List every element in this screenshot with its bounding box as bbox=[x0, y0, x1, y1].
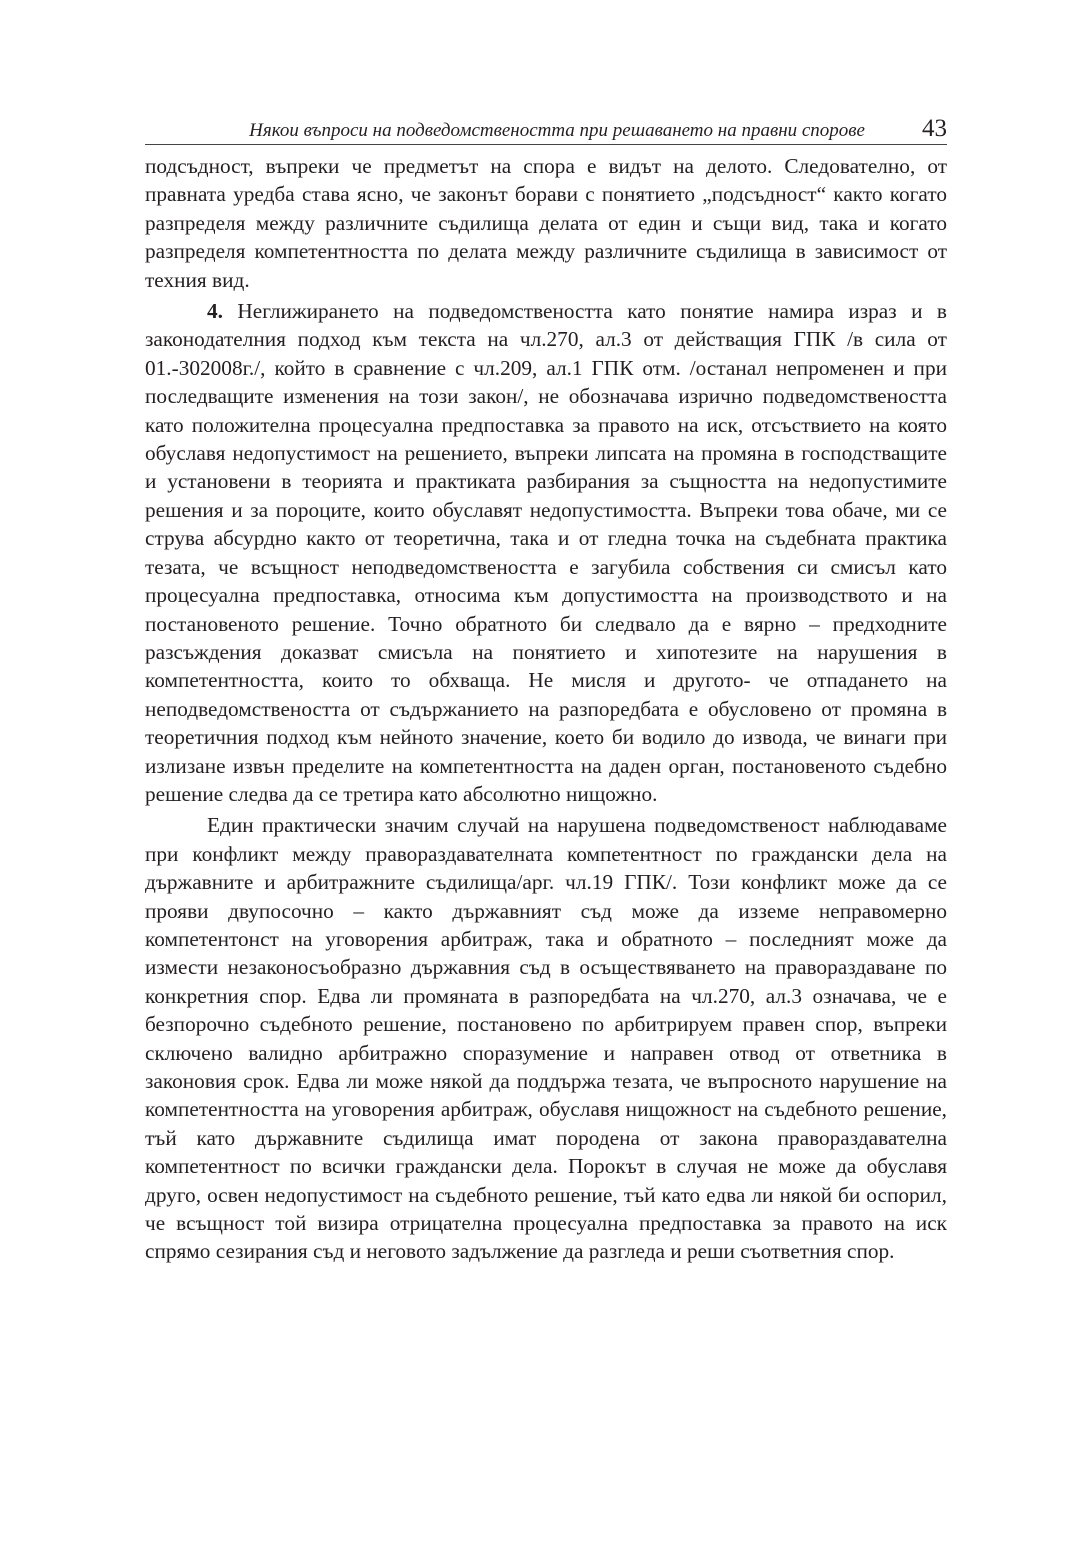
paragraph-text: Неглижирането на подведомствеността като понятие намира израз и в законодателния подход към текста на чл.270, ал.3 от действащия ГПК /в сила от 01.-302008г./, който в сравнение с чл.209, ал.1 ГПК отм. /останал непроменен и при последващите изменения на този закон/, не обозначава изрично подведомствеността като положителна процесуална предпоставка за правото на иск, отсъствието на която обуславя недопустимост на решението, въпреки липсата на промяна в господстващите и установени в теорията и практиката разбирания за същността на недопустимите решения и за пороците, които обуславят недопустимостта. Въпреки това обаче, ми се струва абсурдно както от теоретична, така и от гледна точка на съдебната практика тезата, че всъщност неподведомствеността е загубила собствения си смисъл като процесуална предпоставка, относима към допустимостта на производството и на постановеното решение. Точно обратното би следвало да е вярно – предходните разсъждения доказват смисъла на понятието и хипотезите на нарушения в компетентността, които то обхваща. Не мисля и другото- че отпадането на неподведомствеността от съдържанието на разпоредбата е обусловено от промяна в теоретичния подход към нейното значение, което би водило до извода, че винаги при излизане извън пределите на компетентността на даден орган, постановеното съдебно решение следва да се третира като абсолютно нищожно. bbox=[145, 299, 947, 806]
paragraph-arbitration: Един практически значим случай на нарушена подведомственост наблюдаваме при конфликт между правораздавателната компетентност по граждански дела на държавните и арбитражните съдилища/арг. чл.19 ГПК/. Този конфликт може да се прояви двупосочно – както държавният съд може да изземе неправомерно компетентонст на уговорения арбитраж, така и обратното – последният може да измести незаконосъобразно държавния съд в осъществяването на правораздаване по конкретния спор. Едва ли промяната в разпоредбата на чл.270, ал.3 означава, че е безпорочно съдебното решение, постановено по арбитрируем правен спор, въпреки сключено валидно арбитражно споразумение и направен отвод от ответника в законовия срок. Едва ли може някой да поддържа тезата, че въпросното нарушение на компетентността на уговорения арбитраж, обуславя нищожност на съдебното решение, тъй като държавните съдилища имат породена от закона правораздавателна компетентност по всички граждански дела. Порокът в случая не може да обуславя друго, освен недопустимост на съдебното решение, тъй като едва ли някой би оспорил, че всъщност той визира отрицателна процесуална предпоставка за правото на иск спрямо сезирания съд и неговото задължение да разгледа и реши съответния спор. bbox=[145, 813, 947, 1264]
running-title: Някои въпроси на подведомствеността при решаването на правни спорове bbox=[249, 120, 865, 141]
book-page bbox=[145, 114, 947, 1269]
running-header bbox=[145, 114, 947, 145]
body-text bbox=[145, 152, 947, 1266]
paragraph-continuation: подсъдност, въпреки че предметът на спора е видът на делото. Следователно, от правната уредба става ясно, че законът борави с понятието „подсъдност“ както когато разпределя между различните съдилища делата от един и същи вид, така и когато разпределя компетентността по делата между различните съдилища в зависимост от техния вид. bbox=[145, 154, 947, 292]
section-number: 4. bbox=[207, 299, 223, 324]
paragraph-section-4 bbox=[145, 297, 947, 808]
page-number: 43 bbox=[922, 115, 947, 142]
